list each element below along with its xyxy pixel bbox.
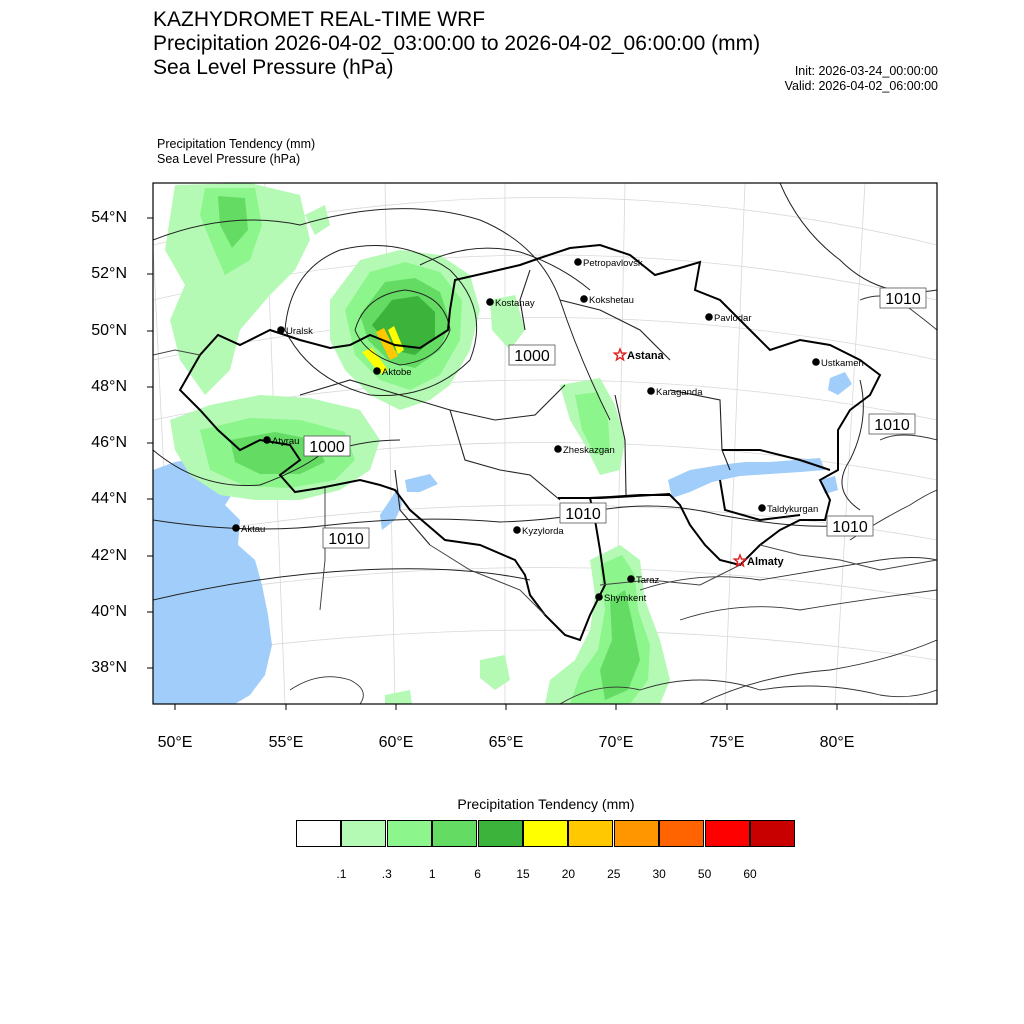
init-time: Init: 2026-03-24_00:00:00 bbox=[794, 64, 938, 78]
city-label: Kyzylorda bbox=[522, 526, 564, 537]
lat-label: 40°N bbox=[91, 603, 127, 620]
colorbar-swatch bbox=[614, 820, 659, 847]
colorbar-title: Precipitation Tendency (mm) bbox=[457, 796, 635, 812]
title-line-2: Precipitation 2026-04-02_03:00:00 to 2026-04-02_06:00:00 (mm) bbox=[153, 32, 761, 55]
colorbar-label: .3 bbox=[381, 867, 392, 881]
svg-text:1000: 1000 bbox=[514, 348, 550, 365]
city-taldykurgan bbox=[758, 504, 818, 515]
city-label: Aktobe bbox=[382, 367, 412, 378]
colorbar-label: 25 bbox=[607, 867, 621, 881]
colorbar-label: 20 bbox=[561, 867, 576, 881]
city-label: Aktau bbox=[241, 524, 266, 535]
lat-label: 38°N bbox=[91, 659, 127, 676]
city-dot-icon bbox=[277, 326, 285, 334]
city-zheskazgan bbox=[554, 445, 615, 456]
city-label: Karaganda bbox=[656, 387, 703, 398]
svg-text:1000: 1000 bbox=[309, 439, 345, 456]
lon-label: 65°E bbox=[488, 734, 524, 751]
city-dot-icon bbox=[232, 524, 240, 532]
lat-label: 48°N bbox=[91, 378, 127, 395]
city-label: Shymkent bbox=[604, 593, 647, 604]
isobar-label bbox=[304, 436, 350, 456]
city-dot-icon bbox=[705, 313, 713, 321]
city-label: Atyrau bbox=[272, 436, 300, 447]
city-label: Zheskazgan bbox=[563, 445, 615, 456]
subtitle-precip: Precipitation Tendency (mm) bbox=[157, 137, 316, 151]
colorbar-label: 60 bbox=[743, 867, 757, 881]
lat-label: 44°N bbox=[91, 490, 127, 507]
lon-label: 80°E bbox=[819, 734, 855, 751]
city-label: Petropavlovsk bbox=[583, 258, 643, 269]
city-dot-icon bbox=[580, 295, 588, 303]
lon-label: 70°E bbox=[598, 734, 634, 751]
valid-time: Valid: 2026-04-02_06:00:00 bbox=[784, 79, 938, 93]
city-dot-icon bbox=[486, 298, 494, 306]
city-label: Pavlodar bbox=[714, 313, 752, 324]
city-dot-icon bbox=[595, 593, 603, 601]
city-dot-icon bbox=[627, 575, 635, 583]
colorbar-swatch bbox=[478, 820, 523, 847]
city-label: Taraz bbox=[636, 575, 660, 586]
lon-label: 55°E bbox=[268, 734, 304, 751]
svg-text:1010: 1010 bbox=[832, 519, 868, 536]
colorbar-swatch bbox=[659, 820, 704, 847]
lon-label: 50°E bbox=[157, 734, 193, 751]
city-label: Ustkamen bbox=[821, 358, 864, 369]
svg-text:1010: 1010 bbox=[874, 417, 910, 434]
colorbar-swatch bbox=[750, 820, 795, 847]
isobar-label bbox=[880, 288, 926, 308]
colorbar-swatch bbox=[523, 820, 568, 847]
lat-label: 52°N bbox=[91, 265, 127, 282]
isobar-label bbox=[869, 414, 915, 434]
colorbar-swatch bbox=[568, 820, 613, 847]
isobar-label bbox=[827, 516, 873, 536]
svg-text:1010: 1010 bbox=[885, 291, 921, 308]
city-dot-icon bbox=[812, 358, 820, 366]
city-karaganda bbox=[647, 387, 703, 398]
city-dot-icon bbox=[574, 258, 582, 266]
colorbar-label: 15 bbox=[516, 867, 530, 881]
city-label: Astana bbox=[627, 350, 664, 362]
isobar-label bbox=[560, 503, 606, 523]
colorbar-label: 50 bbox=[697, 867, 712, 881]
city-label: Kokshetau bbox=[589, 295, 634, 306]
city-label: Kostanay bbox=[495, 298, 535, 309]
colorbar-swatch bbox=[296, 820, 341, 847]
colorbar-label: 1 bbox=[428, 867, 436, 881]
city-label: Almaty bbox=[747, 556, 784, 568]
lat-label: 54°N bbox=[91, 209, 127, 226]
colorbar-label: 6 bbox=[474, 867, 481, 881]
lat-label: 50°N bbox=[91, 322, 127, 339]
city-dot-icon bbox=[554, 445, 562, 453]
colorbar-swatch bbox=[432, 820, 477, 847]
colorbar-swatch bbox=[387, 820, 432, 847]
lat-label: 46°N bbox=[91, 434, 127, 451]
colorbar-label: 30 bbox=[652, 867, 666, 881]
city-dot-icon bbox=[758, 504, 766, 512]
lon-label: 60°E bbox=[378, 734, 414, 751]
svg-text:1010: 1010 bbox=[565, 506, 601, 523]
subtitle-slp: Sea Level Pressure (hPa) bbox=[157, 152, 301, 166]
svg-text:1010: 1010 bbox=[328, 531, 364, 548]
city-petropavlovsk bbox=[574, 258, 643, 269]
lon-label: 75°E bbox=[709, 734, 745, 751]
isobar-label bbox=[323, 528, 369, 548]
colorbar-swatch bbox=[341, 820, 386, 847]
city-dot-icon bbox=[263, 436, 271, 444]
title-line-1: KAZHYDROMET REAL-TIME WRF bbox=[153, 8, 486, 31]
colorbar-label: .1 bbox=[336, 867, 347, 881]
colorbar-swatch bbox=[705, 820, 750, 847]
city-dot-icon bbox=[647, 387, 655, 395]
city-label: Uralsk bbox=[286, 326, 313, 337]
isobar-label bbox=[509, 345, 555, 365]
city-kokshetau bbox=[580, 295, 634, 306]
city-dot-icon bbox=[513, 526, 521, 534]
lat-label: 42°N bbox=[91, 547, 127, 564]
city-label: Taldykurgan bbox=[767, 504, 819, 515]
title-line-3: Sea Level Pressure (hPa) bbox=[153, 56, 394, 79]
city-dot-icon bbox=[373, 367, 381, 375]
